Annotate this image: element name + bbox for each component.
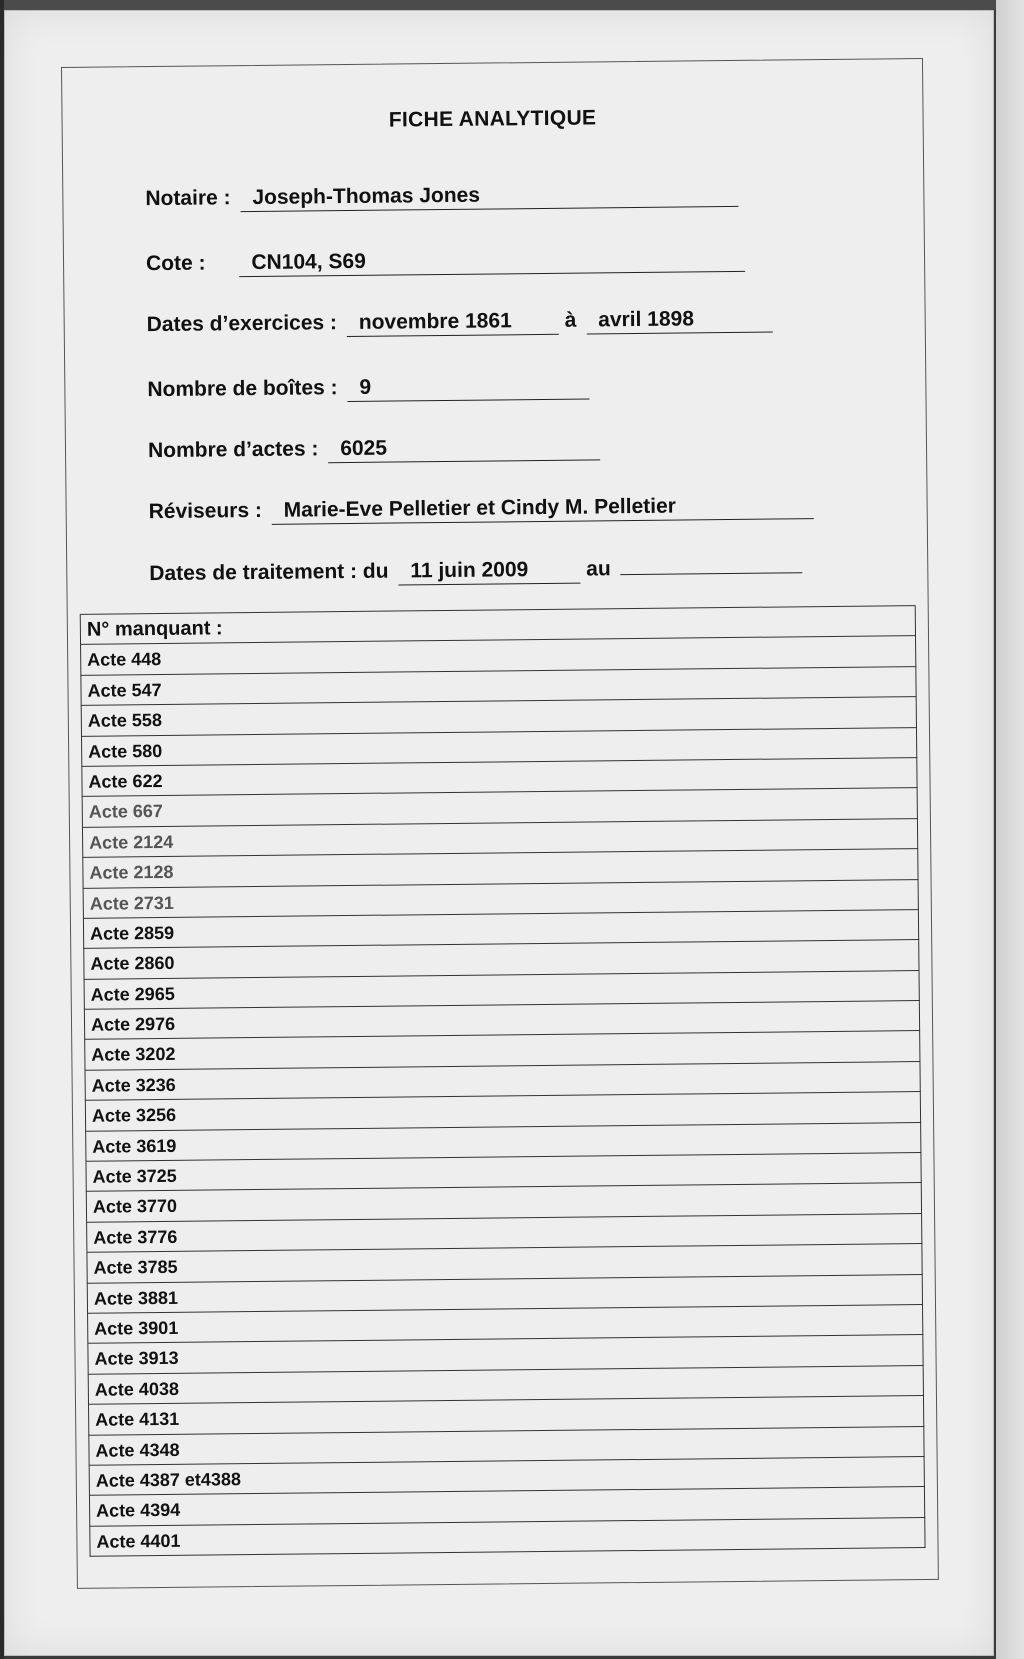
field-cote (146, 246, 746, 278)
field-nombre-boites (147, 373, 589, 404)
scan-right-edge (996, 0, 1024, 1659)
scan-top-edge (0, 0, 1024, 10)
table-row: Acte 3776 (86, 1214, 922, 1253)
table-row: Acte 3770 (86, 1183, 922, 1222)
table-row: Acte 3901 (87, 1305, 923, 1344)
nombre-actes-value: 6025 (328, 434, 600, 463)
table-row: Acte 448 (80, 636, 916, 675)
dates-exercices-to: avril 1898 (586, 307, 772, 335)
reviseurs-value: Marie-Eve Pelletier et Cindy M. Pelletier (272, 493, 814, 525)
table-row: Acte 558 (81, 697, 917, 736)
form-title: FICHE ANALYTIQUE (388, 106, 597, 132)
table-row: Acte 2731 (83, 880, 919, 919)
table-row: Acte 3256 (85, 1092, 921, 1131)
table-row: Acte 4387 et4388 (89, 1457, 925, 1496)
table-header: N° manquant : (80, 606, 916, 645)
table-row: Acte 622 (81, 758, 917, 797)
field-nombre-actes (148, 434, 600, 465)
table-row: Acte 4131 (88, 1396, 924, 1435)
notaire-value: Joseph-Thomas Jones (240, 181, 738, 212)
dates-exercices-label: Dates d’exercices : (146, 311, 338, 337)
table-row: Acte 4038 (88, 1366, 924, 1405)
nombre-boites-label: Nombre de boîtes : (147, 376, 338, 402)
dates-traitement-sep: au (586, 557, 611, 581)
table-row: Acte 2976 (84, 1001, 920, 1040)
cote-value: CN104, S69 (239, 246, 745, 277)
table-row: Acte 2965 (84, 971, 920, 1010)
table-row: Acte 3881 (87, 1275, 923, 1314)
dates-exercices-sep: à (564, 308, 577, 332)
field-dates-exercices (147, 307, 773, 340)
missing-acts-table (80, 605, 926, 1557)
table-row: Acte 2128 (82, 849, 918, 888)
table-row: Acte 3725 (85, 1153, 921, 1192)
field-dates-traitement (149, 555, 803, 588)
table-row: Acte 3619 (85, 1123, 921, 1162)
table-row: Acte 2859 (83, 910, 919, 949)
reviseurs-label: Réviseurs : (148, 498, 263, 524)
notaire-label: Notaire : (145, 186, 231, 211)
field-reviseurs (149, 493, 814, 526)
field-notaire (145, 181, 738, 213)
table-row: Acte 3785 (86, 1244, 922, 1283)
cote-label: Cote : (145, 251, 206, 276)
dates-exercices-from: novembre 1861 (347, 309, 559, 337)
dates-traitement-label: Dates de traitement : du (149, 559, 389, 586)
paper-sheet (4, 10, 994, 1656)
table-row: Acte 667 (82, 788, 918, 827)
table-row: Acte 3236 (85, 1062, 921, 1101)
dates-traitement-to (621, 571, 803, 575)
table-row: Acte 2124 (82, 819, 918, 858)
dates-traitement-from: 11 juin 2009 (398, 558, 580, 586)
table-row: Acte 4401 (89, 1518, 925, 1557)
nombre-boites-value: 9 (347, 373, 589, 402)
table-row: Acte 4394 (89, 1487, 925, 1526)
table-row: Acte 2860 (83, 940, 919, 979)
table-row: Acte 3202 (84, 1032, 920, 1071)
table-row: Acte 4348 (88, 1427, 924, 1466)
form-frame (61, 58, 939, 1589)
table-row: Acte 3913 (87, 1335, 923, 1374)
nombre-actes-label: Nombre d’actes : (147, 437, 319, 463)
table-row: Acte 547 (80, 667, 916, 706)
table-row: Acte 580 (81, 728, 917, 767)
